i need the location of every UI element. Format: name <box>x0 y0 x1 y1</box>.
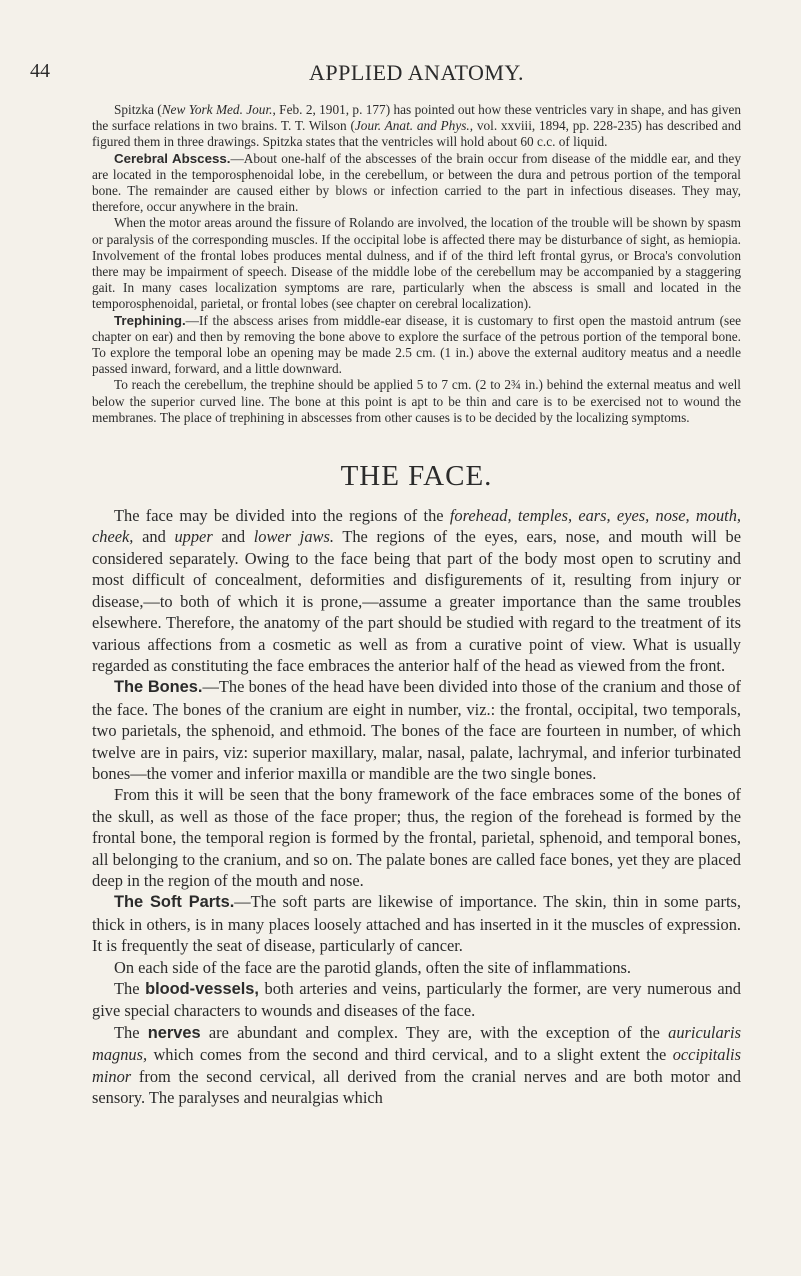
run-in-heading: The Soft Parts. <box>114 893 235 912</box>
text-run: —The soft parts are likewise of importance. The skin, thin in some parts, thick in others, is in many places loosely attached and has inserted in it the muscles of expression. It is frequently the seat of disease, particularly of cancer. <box>92 892 741 956</box>
italic-run: forehead, temples, ears, eyes, nose, mouth, cheek, <box>92 506 741 547</box>
text-run: The regions of the eyes, ears, nose, and mouth will be considered separately. Owing to the face being that part of the body most open to scrutiny and most difficult of concealment, deformities and disfigurements of it, resulting from injury or disease,—to both of which it is prone,—assume a greater importance than the same troubles elsewhere. Therefore, the anatomy of the part should be studied with regard to the treatment of its various affections from a cosmetic as well as from a curative point of view. What is usually regarded as constituting the face embraces the anterior half of the head as viewed from the front. <box>92 527 741 675</box>
paragraph <box>92 505 741 676</box>
section-title: THE FACE. <box>340 460 493 493</box>
paragraph: On each side of the face are the parotid glands, often the site of inflammations. <box>114 957 632 977</box>
face-section <box>92 505 741 1108</box>
text-run: and <box>212 527 254 547</box>
paragraph <box>92 313 741 378</box>
citation-title: New York Med. Jour. <box>161 102 273 117</box>
paragraph: From this it will be seen that the bony framework of the face embraces some of the bones of the skull, as well as those of the face proper; thus, the region of the forehead is formed by the frontal bone, the temporal region is formed by the frontal, parietal, sphenoid, and temporal bones, all belonging to the cranium, and so on. The palate bones are called face bones, yet they are placed deep in the region of the mouth and nose. <box>92 785 741 890</box>
page-number: 44 <box>30 60 50 82</box>
text-run: —About one-half of the abscesses of the brain occur from disease of the middle ear, and they are located in the temporosphenoidal lobe, in the cerebellum, or between the dura and petrous portion of the temporal bone. The remainder are caused either by blows or infection carried to the part in infectious diseases. They may, therefore, occur anywhere in the brain. <box>92 150 741 215</box>
italic-run: upper <box>174 527 213 547</box>
abscess-section <box>92 102 741 426</box>
paragraph <box>92 102 741 151</box>
citation-title: Jour. Anat. and Phys. <box>354 118 470 134</box>
text-run: which comes from the second and third cervical, and to a slight extent the <box>147 1045 673 1065</box>
run-in-heading: Trephining. <box>114 312 186 328</box>
text-run: The <box>114 979 146 998</box>
run-in-heading: nerves <box>147 1023 201 1042</box>
text-run: from the second cervical, all derived from the cranial nerves and are both motor and sensory. The paralyses and neuralgias which <box>92 1066 741 1108</box>
text-run: Spitzka ( <box>114 102 162 117</box>
text-run: The face may be divided into the regions of the <box>114 506 450 526</box>
running-title: APPLIED ANATOMY. <box>308 60 524 85</box>
page-header <box>30 60 741 90</box>
text-run: —If the abscess arises from middle-ear disease, it is customary to first open the mastoid antrum (see chapter on ear) and then by removing the bone above to explore the surface of the petrous portion of the temporal bone. To explore the temporal lobe an opening may be made 2.5 cm. (1 in.) above the external auditory meatus and a needle passed inward, forward, and a little downward. <box>92 312 741 377</box>
paragraph: When the motor areas around the fissure of Rolando are involved, the location of the trouble will be shown by spasm or paralysis of the corresponding muscles. If the occipital lobe is affected there may be disturbance of sight, as hemiopia. Involvement of the frontal lobes produces mental dulness, and if of the third left frontal gyrus, or Broca's convolution there may be impairment of speech. Disease of the middle lobe of the cerebellum may be accompanied by a staggering gait. In many cases localization symptoms are rare, particularly when the abscess is small and located in the temporosphenoidal, parietal, or frontal lobes (see chapter on cerebral localization). <box>92 215 741 312</box>
text-run: , vol. xxviii, 1894, pp. 228-235) has described and figured them in three drawings. Spitzka states that the ventricles will hold about 60 c.c. of liquid. <box>92 118 741 150</box>
text-run: , Feb. 2, 1901, p. 177) has pointed out how these ventricles vary in shape, and has given the surface relations in two brains. T. T. Wilson ( <box>92 102 742 134</box>
paragraph <box>92 151 741 216</box>
text-run: —The bones of the head have been divided into those of the cranium and those of the face. The bones of the cranium are eight in number, viz.: the frontal, occipital, two temporals, two parietals, the sphenoid, and ethmoid. The bones of the face are fourteen in number, of which twelve are in pairs, viz: superior maxillary, malar, nasal, palate, lachrymal, and inferior turbinated bones—the vomer and inferior maxilla or mandible are the two single bones. <box>92 677 741 783</box>
text-run: are abundant and complex. They are, with the exception of the <box>200 1022 669 1042</box>
text-run: The <box>114 1022 148 1042</box>
text-run: both arteries and veins, particularly the former, are very numerous and give special characters to wounds and diseases of the face. <box>92 979 741 1021</box>
run-in-heading: blood-vessels, <box>145 980 259 998</box>
paragraph: To reach the cerebellum, the trephine should be applied 5 to 7 cm. (2 to 2¾ in.) behind the external meatus and well below the superior curved line. The bone at this point is apt to be thin and care is to be exercised not to wound the membranes. The place of trephining in abscesses from other causes is to be decided by the localizing symptoms. <box>92 377 741 425</box>
paragraph <box>92 978 741 1022</box>
run-in-heading: The Bones. <box>114 678 203 697</box>
italic-run: lower jaws. <box>253 527 334 547</box>
text-run: and <box>133 527 175 547</box>
run-in-heading: Cerebral Abscess. <box>114 150 231 166</box>
paragraph <box>92 891 741 956</box>
italic-run: occipitalis minor <box>92 1045 741 1086</box>
italic-run: auricularis magnus, <box>92 1022 741 1065</box>
paragraph <box>92 1022 741 1109</box>
paragraph <box>92 676 741 784</box>
